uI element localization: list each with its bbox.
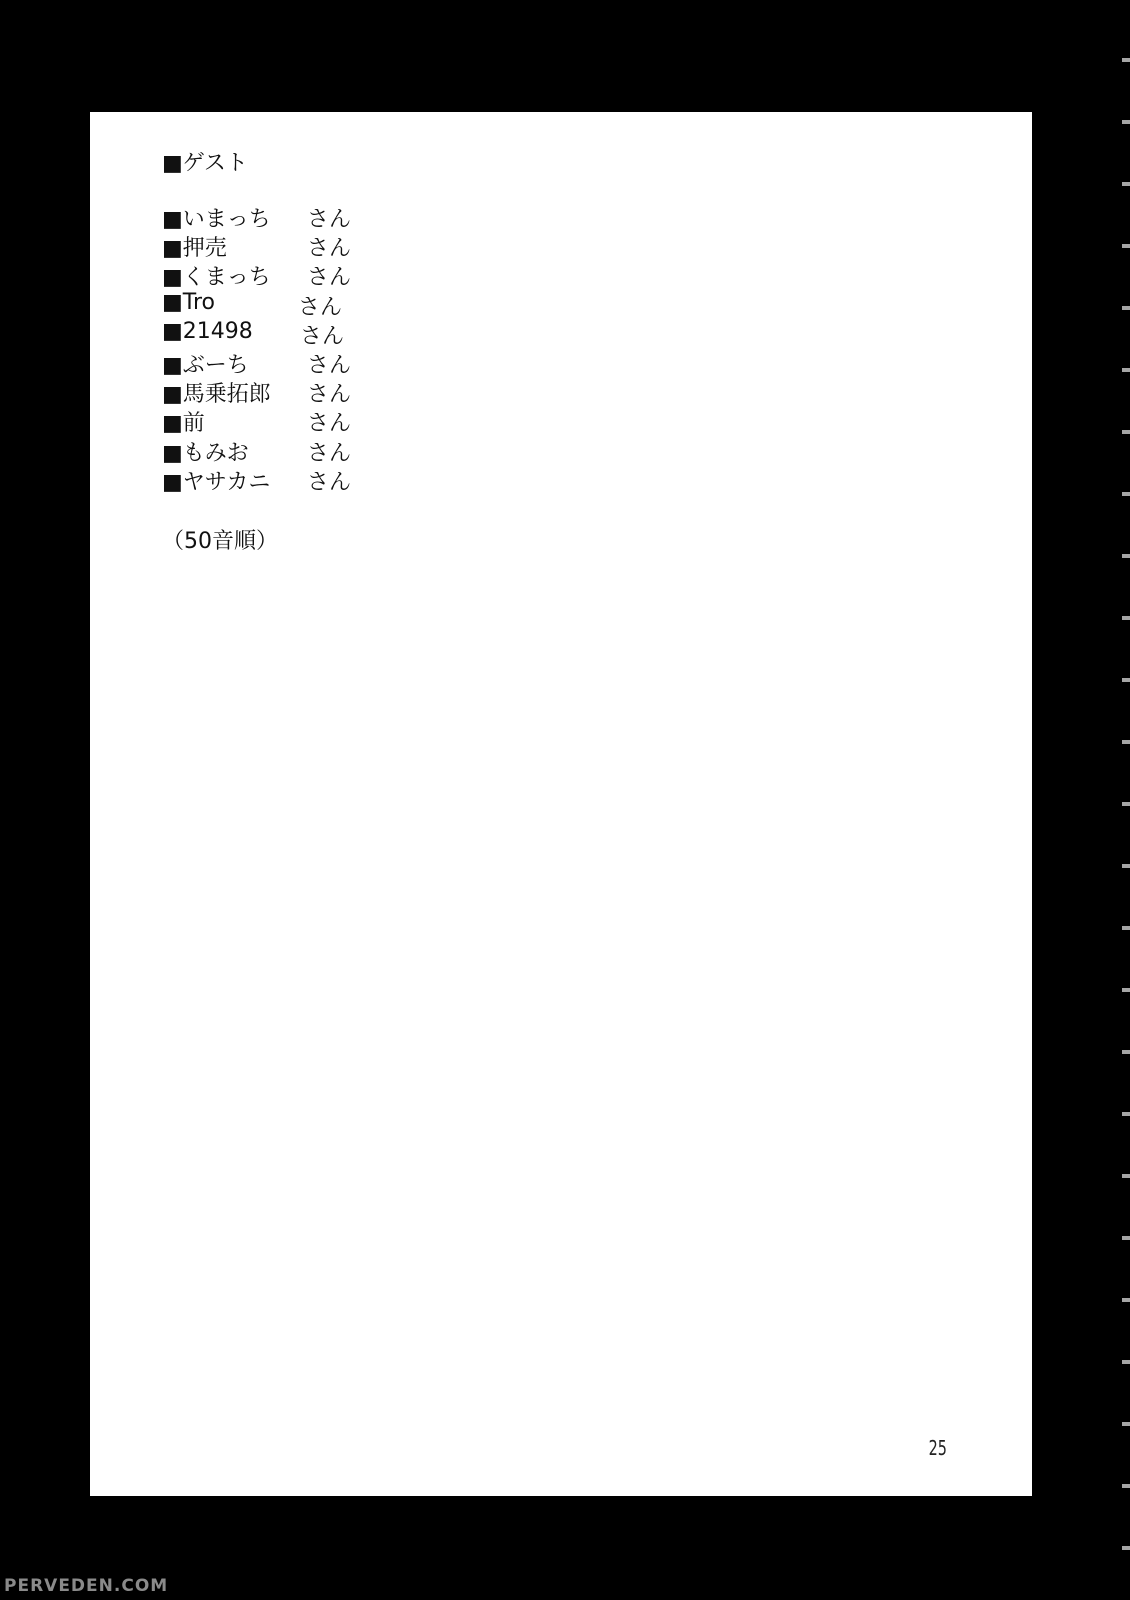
guest-row [162, 231, 562, 260]
guest-name: ■ヤサカニ [162, 469, 271, 495]
guest-honorific: さん [307, 352, 352, 378]
guest-name: ■押売 [162, 236, 227, 262]
guest-honorific: さん [307, 469, 352, 495]
guest-honorific: さん [298, 294, 343, 320]
guest-name: ■ぶーち [162, 352, 249, 378]
watermark: PERVEDEN.COM [4, 1576, 169, 1596]
guest-name: ■Tro [162, 289, 216, 315]
guest-name: ■もみお [162, 440, 249, 466]
guest-row [162, 260, 562, 289]
guest-row [162, 436, 562, 465]
guest-row [162, 202, 562, 231]
guest-name: ■21498 [162, 318, 253, 344]
guest-honorific: さん [307, 382, 352, 408]
guest-row [162, 406, 562, 435]
guest-row [162, 465, 562, 494]
guest-row [162, 319, 562, 348]
document-page [90, 112, 1032, 1496]
sort-order-note: （50音順） [162, 529, 278, 554]
guest-name: ■前 [162, 411, 205, 437]
scan-edge-marks [1122, 0, 1130, 1600]
guest-honorific: さん [300, 323, 345, 349]
guest-row [162, 348, 562, 377]
section-heading: ■ゲスト [162, 151, 248, 176]
guest-honorific: さん [307, 411, 352, 437]
page-number: 25 [928, 1436, 947, 1460]
guest-list [162, 202, 562, 494]
guest-honorific: さん [307, 265, 352, 291]
guest-honorific: さん [307, 440, 352, 466]
guest-honorific: さん [307, 236, 352, 262]
guest-name: ■馬乗拓郎 [162, 382, 271, 408]
guest-row [162, 290, 562, 319]
guest-row [162, 377, 562, 406]
guest-honorific: さん [307, 207, 352, 232]
guest-name: ■くまっち [162, 265, 271, 291]
guest-name: ■いまっち [162, 207, 271, 232]
